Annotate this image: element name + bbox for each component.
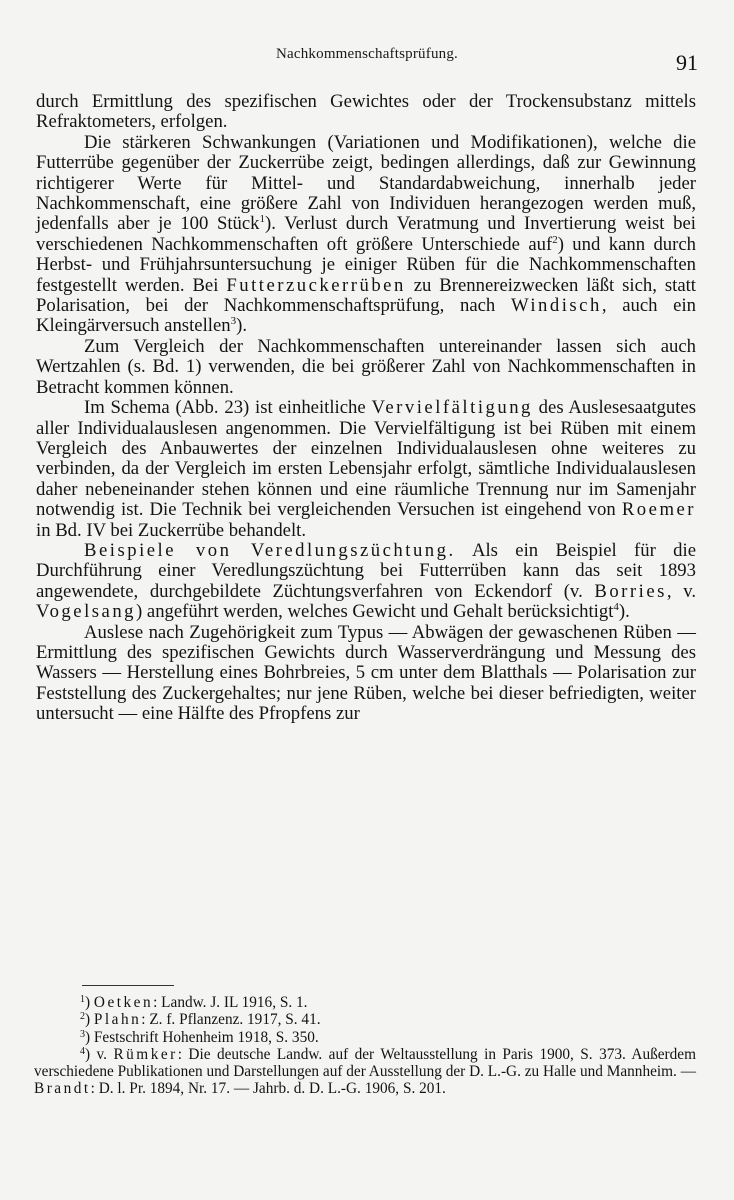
footnotes <box>34 994 696 1098</box>
paragraph-text: durch Ermittlung des spezifischen Gewichtes oder der Trockensubstanz mittels Refraktometers, erfolgen. <box>36 91 696 133</box>
paragraph-text: ) und kann durch Herbst- und Frühjahrsuntersuchung je einiger Rüben für die Nachkommenschaften festgestellt werden. Bei <box>36 233 696 296</box>
paragraph-text: zu Brennereizwecken läßt sich, statt Polarisation, bei der Nachkommenschaftsprüfung, nach <box>36 274 696 317</box>
footnote-text: : Die deutsche Landw. auf der Weltausstellung in Paris 1900, S. 373. Außerdem verschiedene Publikationen und Darstellungen auf der Ausstellung der D. L.-G. zu Halle und Mannheim. — <box>34 1045 696 1081</box>
paragraph-text: ). Verlust durch Veratmung und Invertierung weist bei verschiedenen Nachkommenschaften oft größere Unterschiede auf <box>36 213 696 255</box>
paragraph-5 <box>36 541 696 623</box>
footnote-divider <box>82 985 174 986</box>
footnote-text: Festschrift Hohenheim 1918, S. 350. <box>93 1028 319 1046</box>
footnote-4: $^4$) v. Rümker: Die deutsche Landw. auf der Weltausstellung in Paris 1900, S. 373. Außerdem verschiedene Publikationen und Darstellungen auf der Ausstellung der D. L.-G. zu Halle und Mannheim. — Brandt: D. l. Pr. 1894, Nr. 17. — Jahrb. d. D. L.-G. 1906, S. 201. <box>34 1045 696 1098</box>
footnote-1: $^1$) Oetken: Landw. J. IL 1916, S. 1. <box>80 994 308 1011</box>
paragraph-6 <box>36 623 696 725</box>
paragraph-3 <box>36 337 696 398</box>
footnote-text: : D. l. Pr. 1894, Nr. 17. — Jahrb. d. D. L.-G. 1906, S. 201. <box>90 1080 446 1098</box>
paragraph-text: Auslese nach Zugehörigkeit zum Typus — Abwägen der gewaschenen Rüben — Ermittlung des spezifischen Gewichts durch Wasserverdrängung und Messung des Wassers — Herstellung eines Bohrbreies, 5 cm unter dem Blatthals — Polarisation zur Feststellung des Zuckergehaltes; nur jene Rüben, welche bei dieser befriedigten, weiter untersucht — eine Hälfte des Pfropfens zur <box>36 621 696 725</box>
footnote-ref: 4 <box>613 601 619 614</box>
footnote-text: : Landw. J. IL 1916, S. 1. <box>153 994 308 1011</box>
footnote-ref: 3 <box>230 315 237 328</box>
emphasis-text: Vervielfältigung <box>371 397 533 419</box>
emphasis-text: Futterzuckerrüben <box>226 274 406 296</box>
author-name: Borries <box>594 580 667 602</box>
author-name: Brandt <box>34 1080 91 1098</box>
paragraph-text: ). <box>618 601 630 623</box>
author-name: Vogelsang <box>36 601 137 623</box>
footnote-ref: 2 <box>552 233 558 246</box>
paragraph-1 <box>36 92 696 133</box>
footnote-number: 4 <box>80 1045 85 1057</box>
paragraph-text: des Auslesesaatgutes aller Individualauslesen angenommen. Die Vervielfältigung ist bei Rüben mit einem Vergleich des Anbauwertes der einzelnen Individualauslesen ohne weiteres zu verbinden, da der Vergleich im ersten Lebensjahr erfolgt, sämtliche Individualauslesen daher nebeneinander stehen können und eine räumliche Trennung nur im Samenjahr notwendig ist. Die Technik bei vergleichenden Versuchen ist eingehend von <box>36 397 697 521</box>
paragraph-text: , v. <box>666 580 696 602</box>
author-name: Roemer <box>621 499 696 521</box>
page-number: 91 <box>676 50 698 75</box>
footnote-text: : Z. f. Pflanzenz. 1917, S. 41. <box>141 1011 321 1029</box>
footnote-number: 1 <box>80 994 85 1005</box>
paragraph-4 <box>36 398 696 541</box>
footnote-text: v. <box>96 1045 114 1063</box>
paragraph-text: in Bd. IV bei Zuckerrübe behandelt. <box>36 519 307 541</box>
footnote-ref: 1 <box>259 213 266 226</box>
footnote-number: 2 <box>80 1011 85 1023</box>
paragraph-text: ) angeführt werden, welches Gewicht und Gehalt berücksichtigt <box>136 601 614 623</box>
page-header <box>34 44 700 75</box>
body-text <box>36 92 696 725</box>
paragraph-2 <box>36 133 696 337</box>
paragraph-text: Im Schema (Abb. 23) ist einheitliche <box>84 397 372 419</box>
paragraph-text: , auch ein Kleingärversuch anstellen <box>36 295 696 337</box>
author-name: Rümker <box>113 1045 178 1063</box>
running-head: Nachkommenschaftsprüfung. <box>275 46 459 62</box>
footnote-3: $^3$) Festschrift Hohenheim 1918, S. 350. <box>80 1028 319 1046</box>
author-name: Oetken <box>93 994 154 1011</box>
section-heading: Beispiele von Veredlungszüchtung. <box>84 539 456 561</box>
paragraph-text: ). <box>236 315 247 337</box>
author-name: Plahn <box>93 1011 142 1029</box>
paragraph-text: Als ein Beispiel für die Durchführung einer Veredlungszüchtung bei Futterrüben kann das seit 1893 angewendete, durchgebildete Züchtungsverfahren von Eckendorf (v. <box>36 539 697 602</box>
author-name: Windisch <box>510 295 602 317</box>
footnote-2: $^2$) Plahn: Z. f. Pflanzenz. 1917, S. 41. <box>80 1011 321 1029</box>
paragraph-text: Die stärkeren Schwankungen (Variationen und Modifikationen), welche die Futterrübe gegenüber der Zuckerrübe zeigt, bedingen allerdings, daß zur Gewinnung richtigerer Werte für Mittel- und Standardabweichung, innerhalb jeder Nachkommenschaft, eine größere Zahl von Individuen herangezogen werden muß, jedenfalls aber je 100 Stück <box>36 131 696 235</box>
paragraph-text: Zum Vergleich der Nachkommenschaften untereinander lassen sich auch Wertzahlen (s. Bd. 1) verwenden, die bei größerer Zahl von Nachkommenschaften in Betracht kommen können. <box>36 335 696 398</box>
footnote-number: 3 <box>80 1028 85 1040</box>
